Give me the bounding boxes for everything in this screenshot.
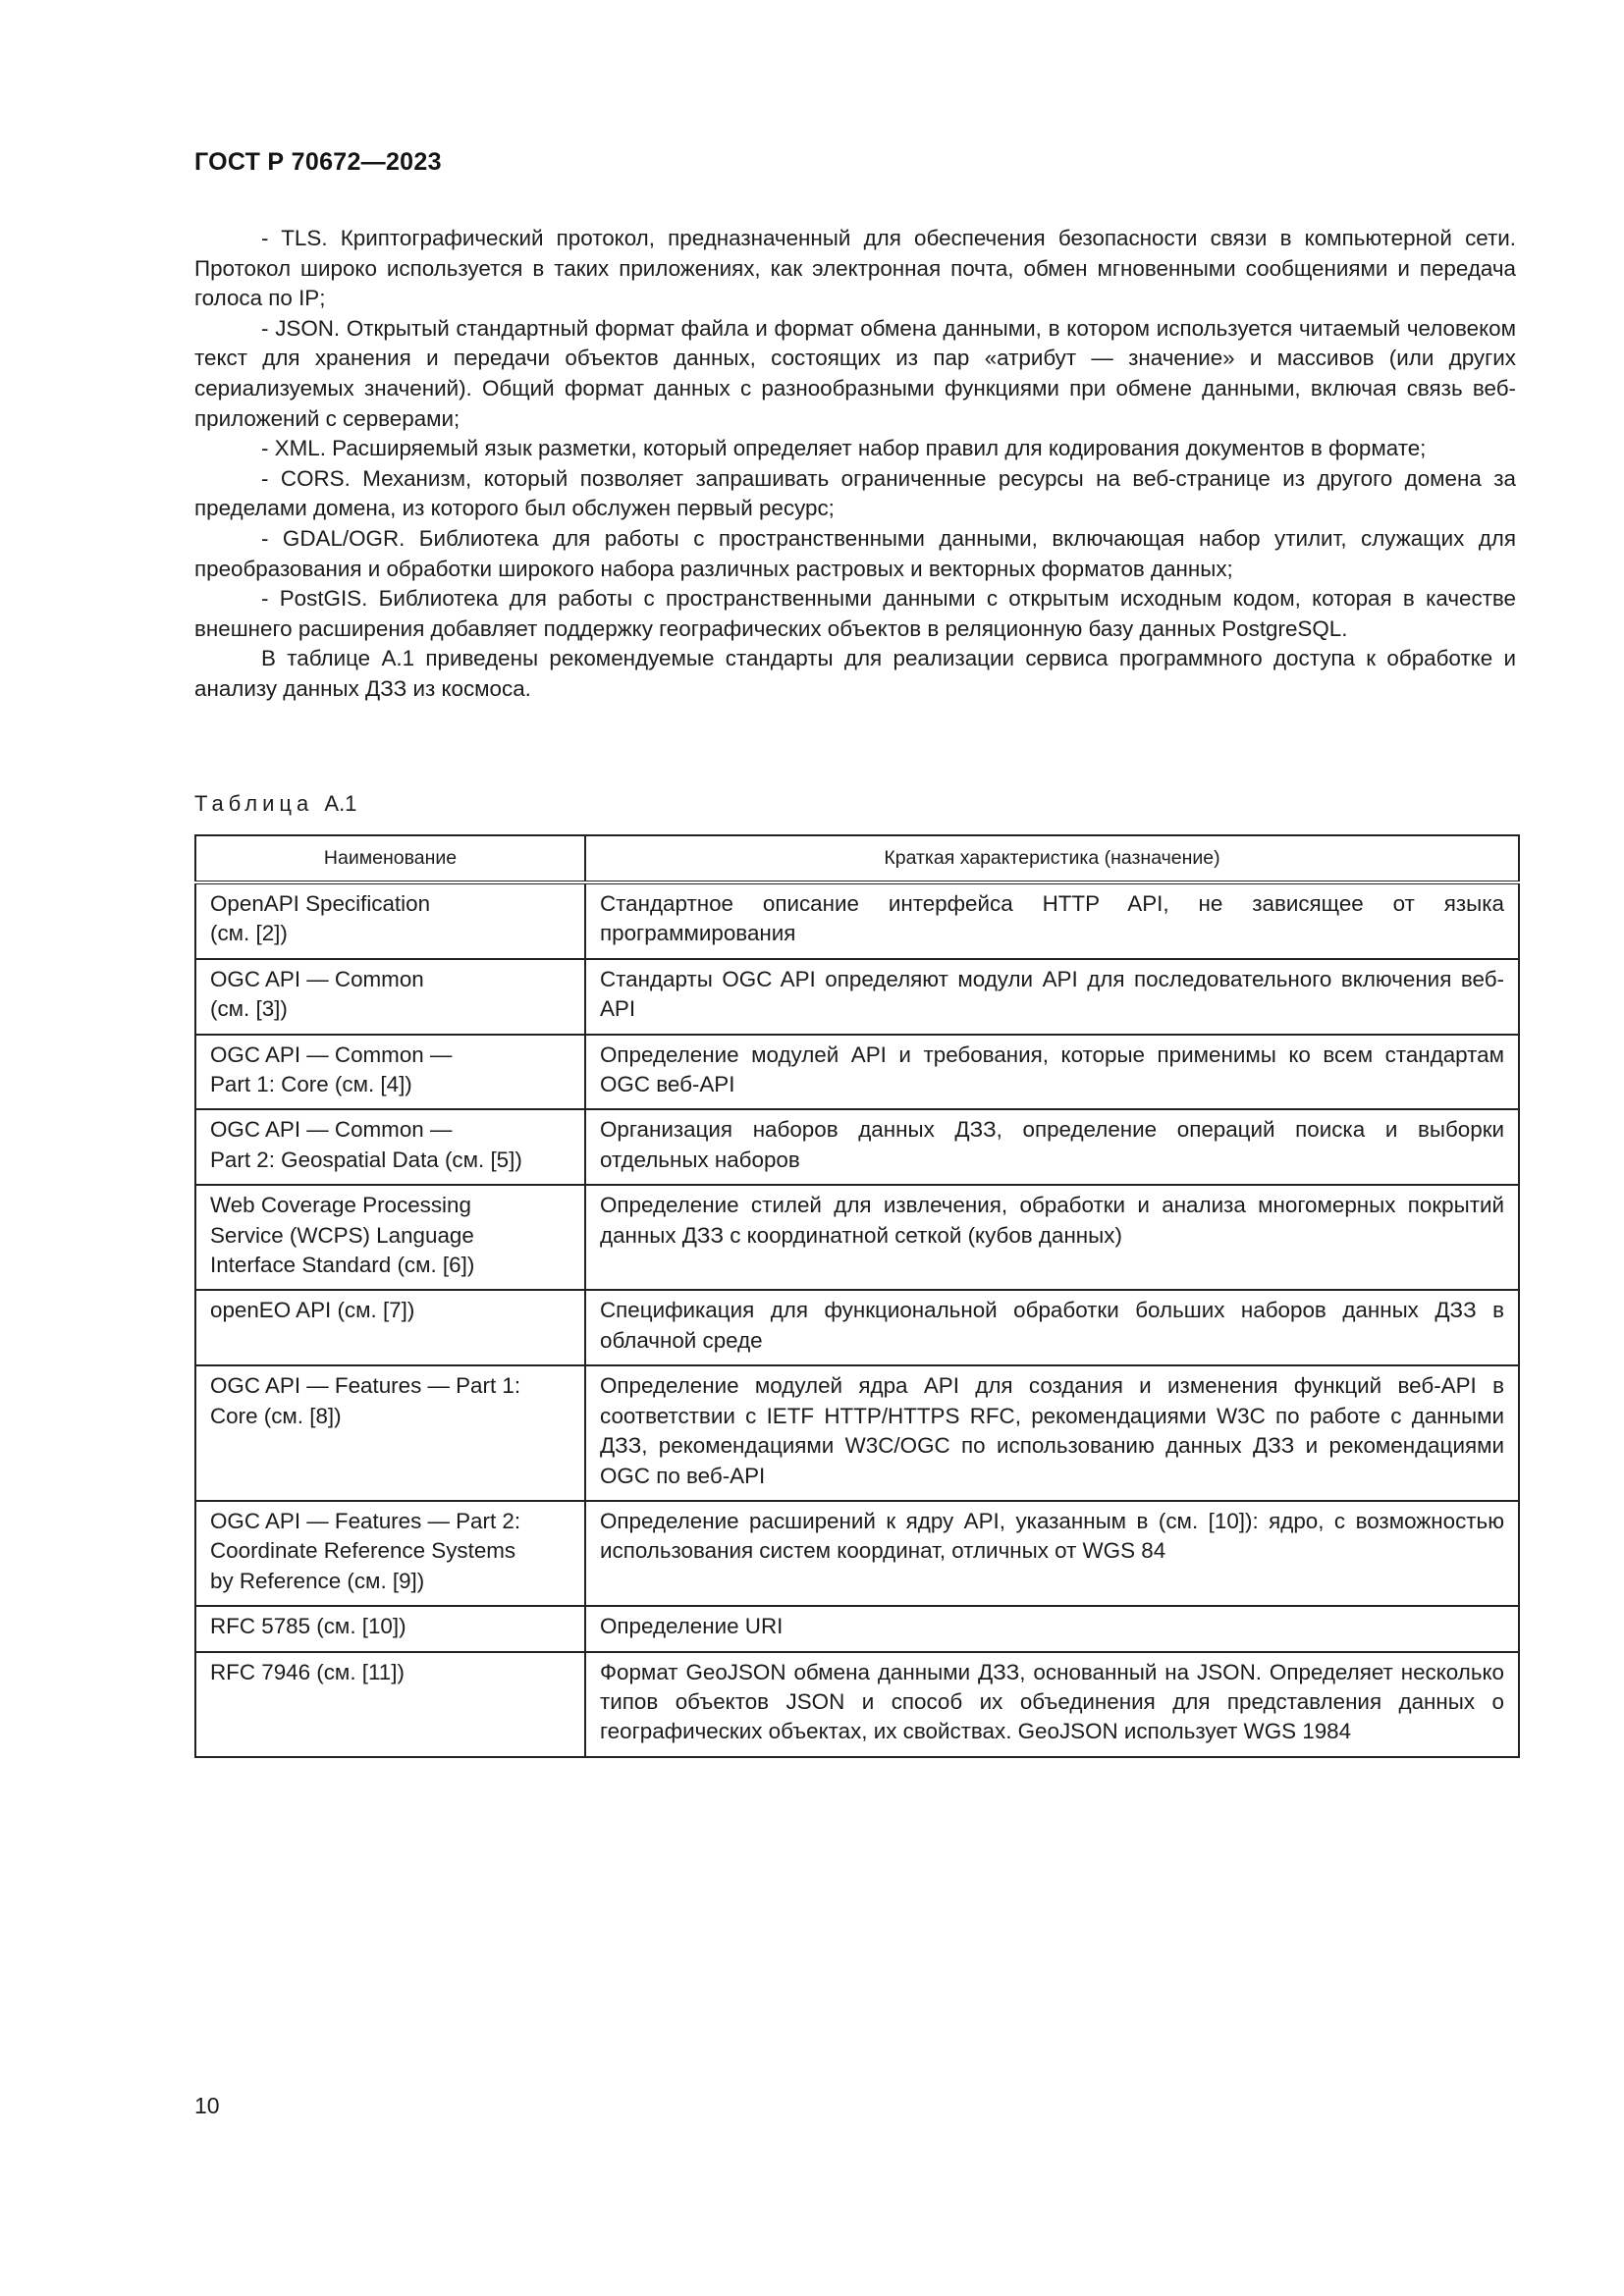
table-cell-description: Формат GeoJSON обмена данными ДЗЗ, основанный на JSON. Определяет несколько типов объектов JSON и способ их объединения для представления данных о географических объектах, их свойствах. GeoJSON использует WGS 1984 (585, 1652, 1519, 1757)
table-row (195, 1035, 1519, 1110)
table-cell-description: Стандарты OGC API определяют модули API для последовательного включения веб-API (585, 959, 1519, 1035)
column-header-name: Наименование (195, 835, 585, 882)
table-cell-name: openEO API (см. [7]) (195, 1290, 585, 1365)
table-row (195, 959, 1519, 1035)
table-row (195, 1109, 1519, 1185)
paragraph-table-intro: В таблице А.1 приведены рекомендуемые стандарты для реализации сервиса программного доступа к обработке и анализу данных ДЗЗ из космоса. (194, 646, 1516, 701)
paragraph-cors: - CORS. Механизм, который позволяет запрашивать ограниченные ресурсы на веб-странице из другого домена за пределами домена, из которого был обслужен первый ресурс; (194, 465, 1516, 521)
table-cell-name: Web Coverage Processing Service (WCPS) Language Interface Standard (см. [6]) (195, 1185, 585, 1290)
paragraph-tls: - TLS. Криптографический протокол, предназначенный для обеспечения безопасности связи в компьютерной сети. Протокол широко используется в таких приложениях, как электронная почта, обмен мгновенными сообщениями и передача голоса по IP; (194, 226, 1516, 311)
table-row (195, 1501, 1519, 1606)
table-cell-description: Спецификация для функциональной обработки больших наборов данных ДЗЗ в облачной среде (585, 1290, 1519, 1365)
table-row (195, 1652, 1519, 1757)
table-cell-description: Стандартное описание интерфейса HTTP API, не зависящее от языка программирования (585, 882, 1519, 959)
table-row (195, 882, 1519, 959)
body-text (194, 224, 1516, 705)
paragraph-json: - JSON. Открытый стандартный формат файла и формат обмена данными, в котором используется читаемый человеком текст для хранения и передачи объектов данных, состоящих из пар «атрибут — значение» и массивов (или других сериализуемых значений). Общий формат данных с разнообразными функциями при обмене данными, включая связь веб-приложений с серверами; (194, 315, 1516, 431)
table-cell-name: OGC API — Common — Part 1: Core (см. [4]) (195, 1035, 585, 1110)
table-cell-description: Определение стилей для извлечения, обработки и анализа многомерных покрытий данных ДЗЗ с координатной сеткой (кубов данных) (585, 1185, 1519, 1290)
table-caption-number: А.1 (324, 791, 357, 816)
table-row (195, 1185, 1519, 1290)
table-caption-word: Таблица (194, 791, 314, 816)
table-cell-name: OGC API — Features — Part 2: Coordinate Reference Systems by Reference (см. [9]) (195, 1501, 585, 1606)
table-cell-description: Определение расширений к ядру API, указанным в (см. [10]): ядро, с возможностью использования систем координат, отличных от WGS 84 (585, 1501, 1519, 1606)
page-number: 10 (194, 2093, 220, 2118)
table-cell-name: OpenAPI Specification (см. [2]) (195, 882, 585, 959)
table-cell-name: OGC API — Features — Part 1: Core (см. [8]) (195, 1365, 585, 1501)
paragraph-postgis: - PostGIS. Библиотека для работы с пространственными данными с открытым исходным кодом, которая в качестве внешнего расширения добавляет поддержку географических объектов в реляционную базу данных PostgreSQL. (194, 586, 1516, 641)
table-header-row (195, 835, 1519, 882)
table-cell-name: RFC 5785 (см. [10]) (195, 1606, 585, 1651)
table-row (195, 1606, 1519, 1651)
table-caption (194, 791, 356, 817)
table-cell-description: Определение модулей API и требования, которые применимы ко всем стандартам OGC веб-API (585, 1035, 1519, 1110)
table-cell-description: Определение URI (585, 1606, 1519, 1651)
standards-table (194, 834, 1520, 1758)
column-header-description: Краткая характеристика (назначение) (585, 835, 1519, 882)
table-cell-description: Организация наборов данных ДЗЗ, определение операций поиска и выборки отдельных наборов (585, 1109, 1519, 1185)
table-cell-name: OGC API — Common — Part 2: Geospatial Data (см. [5]) (195, 1109, 585, 1185)
paragraph-xml: - XML. Расширяемый язык разметки, который определяет набор правил для кодирования документов в формате; (261, 436, 1427, 461)
table-row (195, 1290, 1519, 1365)
table-cell-name: RFC 7946 (см. [11]) (195, 1652, 585, 1757)
table-cell-description: Определение модулей ядра API для создания и изменения функций веб-API в соответствии с IETF HTTP/HTTPS RFC, рекомендациями W3C по работе с данными ДЗЗ, рекомендациями W3C/OGC по использованию данных ДЗЗ и рекомендациями OGC по веб-API (585, 1365, 1519, 1501)
table-cell-name: OGC API — Common (см. [3]) (195, 959, 585, 1035)
paragraph-gdal: - GDAL/OGR. Библиотека для работы с пространственными данными, включающая набор утилит, служащих для преобразования и обработки широкого набора различных растровых и векторных форматов данных; (194, 525, 1516, 581)
document-header: ГОСТ Р 70672—2023 (194, 148, 442, 176)
table-row (195, 1365, 1519, 1501)
